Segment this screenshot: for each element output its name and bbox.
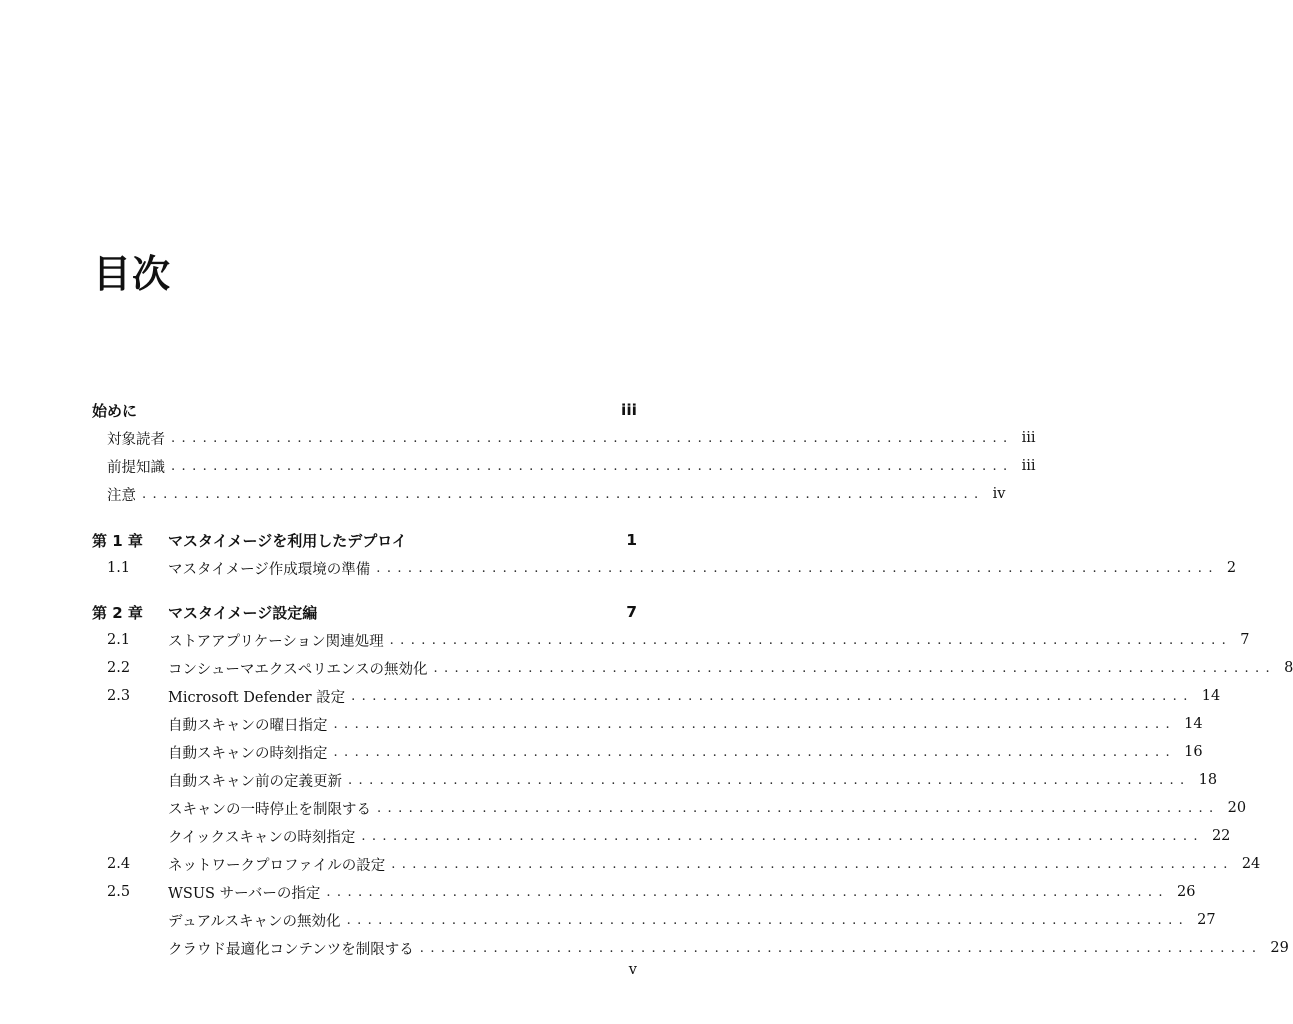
toc-label: クラウド最適化コンテンツを制限する [168, 938, 420, 959]
toc-page-number: iv [992, 486, 1006, 502]
toc-label: ネットワークプロファイルの設定 [168, 854, 391, 875]
toc-entry-row [92, 794, 1247, 822]
toc-page-number: 16 [1184, 744, 1203, 760]
dot-leader: ................................................................................ [351, 688, 1194, 704]
dot-leader: ................................................................................ [433, 660, 1277, 676]
dot-leader: ................................................................................ [326, 884, 1169, 900]
toc-entry-row [92, 626, 1250, 654]
page-folio: v [628, 962, 637, 978]
toc-number: 2.1 [107, 632, 131, 648]
dot-leader: ................................................................................ [419, 940, 1263, 956]
toc-label: WSUS サーバーの指定 [168, 882, 326, 903]
toc-label: 対象読者 [107, 428, 171, 449]
toc-entry-row [92, 934, 1289, 962]
page-title: 目次 [93, 252, 172, 296]
toc-entry-row [92, 878, 1196, 906]
toc-entry-row [92, 738, 1203, 766]
toc-entry-row [92, 906, 1216, 934]
toc-entry-row [92, 480, 1006, 508]
toc-label: Microsoft Defender 設定 [168, 686, 351, 707]
toc-label: スキャンの一時停止を制限する [168, 798, 377, 819]
toc-label: 自動スキャンの時刻指定 [168, 742, 334, 763]
toc-page-number: 14 [1201, 688, 1221, 704]
toc-label: デュアルスキャンの無効化 [168, 910, 347, 931]
dot-leader: ................................................................................ [361, 828, 1204, 844]
toc-page-number: 7 [626, 603, 637, 621]
toc-page-number: 8 [1284, 660, 1293, 676]
toc-label: 自動スキャンの曜日指定 [168, 714, 334, 735]
toc-number: 1.1 [107, 560, 131, 576]
toc-entry-row [92, 554, 1237, 582]
toc-page-number: 14 [1184, 716, 1203, 732]
toc-entry-row [92, 822, 1231, 850]
toc-label: マスタイメージを利用したデプロイ [168, 530, 413, 551]
toc-number: 第 1 章 [92, 531, 143, 550]
toc-page-number: iii [1021, 430, 1036, 446]
toc-page-number: 24 [1241, 856, 1261, 872]
dot-leader: ................................................................................ [171, 430, 1014, 446]
dot-leader: ................................................................................ [142, 486, 985, 502]
toc-entry-row [92, 682, 1221, 710]
toc-page-number: 7 [1240, 632, 1250, 648]
toc-label: マスタイメージ設定編 [168, 602, 323, 623]
toc-number: 2.2 [107, 660, 131, 676]
dot-leader: ................................................................................ [348, 772, 1191, 788]
toc-label: ストアアプリケーション関連処理 [168, 630, 390, 651]
dot-leader: ................................................................................ [333, 744, 1177, 760]
toc-page-number: 1 [626, 531, 637, 549]
toc-page-number: 22 [1211, 828, 1231, 844]
toc-number: 第 2 章 [92, 603, 143, 622]
toc-heading-row [92, 598, 637, 626]
toc-number: 2.5 [107, 884, 131, 900]
toc-page-number: 18 [1198, 772, 1218, 788]
toc-heading-row [92, 526, 637, 554]
toc-label: コンシューマエクスペリエンスの無効化 [168, 658, 433, 679]
toc-page-number: 29 [1270, 940, 1289, 956]
dot-leader: ................................................................................ [391, 856, 1234, 872]
toc-label: クイックスキャンの時刻指定 [168, 826, 361, 847]
toc-page-number: 27 [1197, 912, 1216, 928]
toc-entry-row [92, 424, 1036, 452]
toc-page-number: 20 [1227, 800, 1247, 816]
dot-leader: ................................................................................ [377, 800, 1220, 816]
toc-heading-row [92, 396, 637, 424]
toc-entry-row [92, 654, 1293, 682]
toc-label: マスタイメージ作成環境の準備 [168, 558, 376, 579]
toc-entry-row [92, 766, 1218, 794]
toc-number: 2.4 [107, 856, 131, 872]
toc-number: 2.3 [107, 688, 131, 704]
dot-leader: ................................................................................ [346, 912, 1190, 928]
toc-entry-row [92, 710, 1203, 738]
toc-page-number: 26 [1176, 884, 1196, 900]
toc-label: 自動スキャン前の定義更新 [168, 770, 348, 791]
toc-page-number: iii [621, 401, 637, 419]
toc-page-number: iii [1021, 458, 1036, 474]
dot-leader: ................................................................................ [376, 560, 1219, 576]
toc-entry-row [92, 850, 1261, 878]
toc-label: 注意 [107, 484, 142, 505]
toc-entry-row [92, 452, 1036, 480]
toc-page-number: 2 [1226, 560, 1237, 576]
dot-leader: ................................................................................ [389, 632, 1233, 648]
toc-label: 前提知識 [107, 456, 171, 477]
toc-label: 始めに [92, 400, 143, 421]
dot-leader: ................................................................................ [333, 716, 1177, 732]
dot-leader: ................................................................................ [171, 458, 1014, 474]
